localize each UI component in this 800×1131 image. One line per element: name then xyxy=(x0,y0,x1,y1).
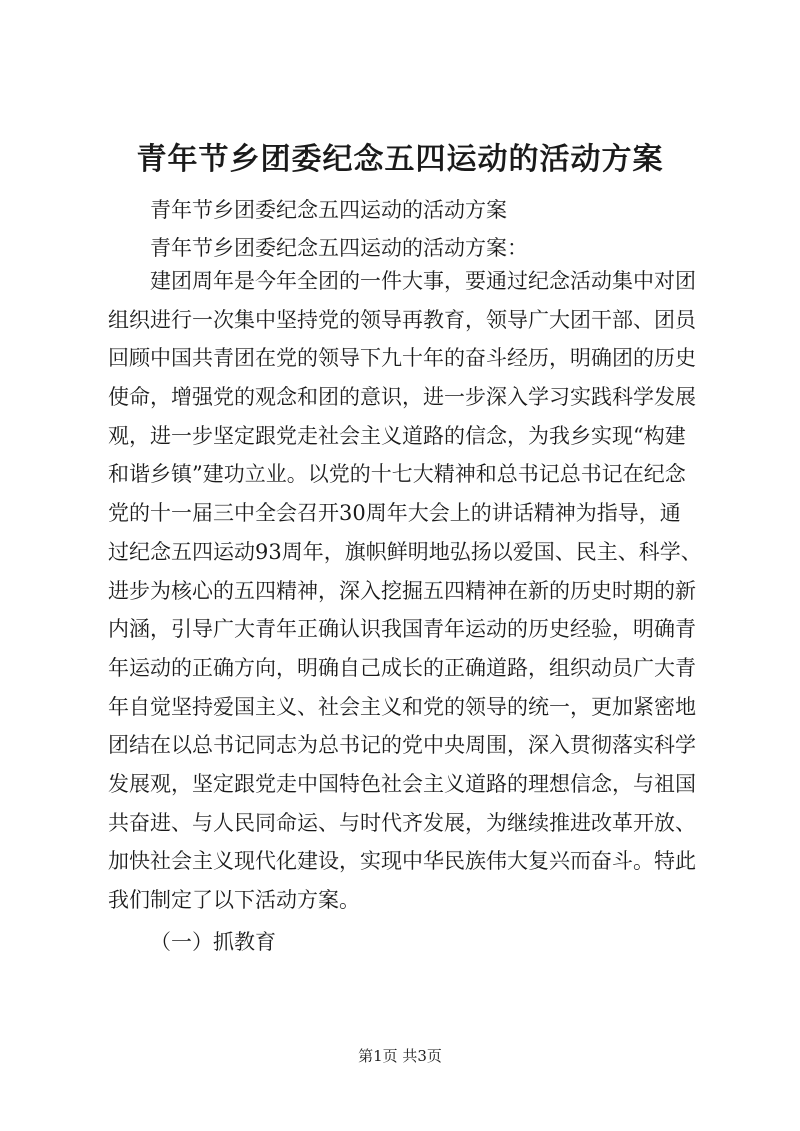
body-line: 共奋进、与人民同命运、与时代齐发展，为继续推进改革开放、 xyxy=(108,810,696,835)
body-line: 年自觉坚持爱国主义、社会主义和党的领导的统一，更加紧密地 xyxy=(108,694,696,719)
body-line: 团结在以总书记同志为总书记的党中央周围，深入贯彻落实科学 xyxy=(108,733,696,758)
body-line: 加快社会主义现代化建设，实现中华民族伟大复兴而奋斗。特此 xyxy=(108,849,696,874)
body-line: 发展观，坚定跟党走中国特色社会主义道路的理想信念，与祖国 xyxy=(108,771,696,796)
document-intro: 青年节乡团委纪念五四运动的活动方案： xyxy=(150,236,528,260)
body-line: 年运动的正确方向，明确自己成长的正确道路，组织动员广大青 xyxy=(108,655,696,680)
body-line: 使命，增强党的观念和团的意识，进一步深入学习实践科学发展 xyxy=(108,385,696,410)
document-body xyxy=(108,262,708,920)
body-line: 组织进行一次集中坚持党的领导再教育，领导广大团干部、团员 xyxy=(108,307,696,332)
body-line: 内涵，引导广大青年正确认识我国青年运动的历史经验，明确青 xyxy=(108,617,696,642)
body-line: 建团周年是今年全团的一件大事，要通过纪念活动集中对团 xyxy=(150,269,696,293)
body-line: 观，进一步坚定跟党走社会主义道路的信念，为我乡实现“构建 xyxy=(108,423,686,448)
body-line: 回顾中国共青团在党的领导下九十年的奋斗经历，明确团的历史 xyxy=(108,346,696,371)
document-title: 青年节乡团委纪念五四运动的活动方案 xyxy=(136,142,664,177)
section-heading: （一）抓教育 xyxy=(150,930,276,954)
page-number: 第1页 共3页 xyxy=(358,1047,442,1065)
body-line: 党的十一届三中全会召开30周年大会上的讲话精神为指导，通 xyxy=(108,501,681,526)
body-line: 我们制定了以下活动方案。 xyxy=(108,888,360,912)
body-line: 过纪念五四运动93周年，旗帜鲜明地弘扬以爱国、民主、科学、 xyxy=(108,539,702,564)
body-line: 进步为核心的五四精神，深入挖掘五四精神在新的历史时期的新 xyxy=(108,578,696,603)
body-line: 和谐乡镇”建功立业。以党的十七大精神和总书记总书记在纪念 xyxy=(108,462,686,487)
document-subtitle: 青年节乡团委纪念五四运动的活动方案 xyxy=(150,198,507,222)
